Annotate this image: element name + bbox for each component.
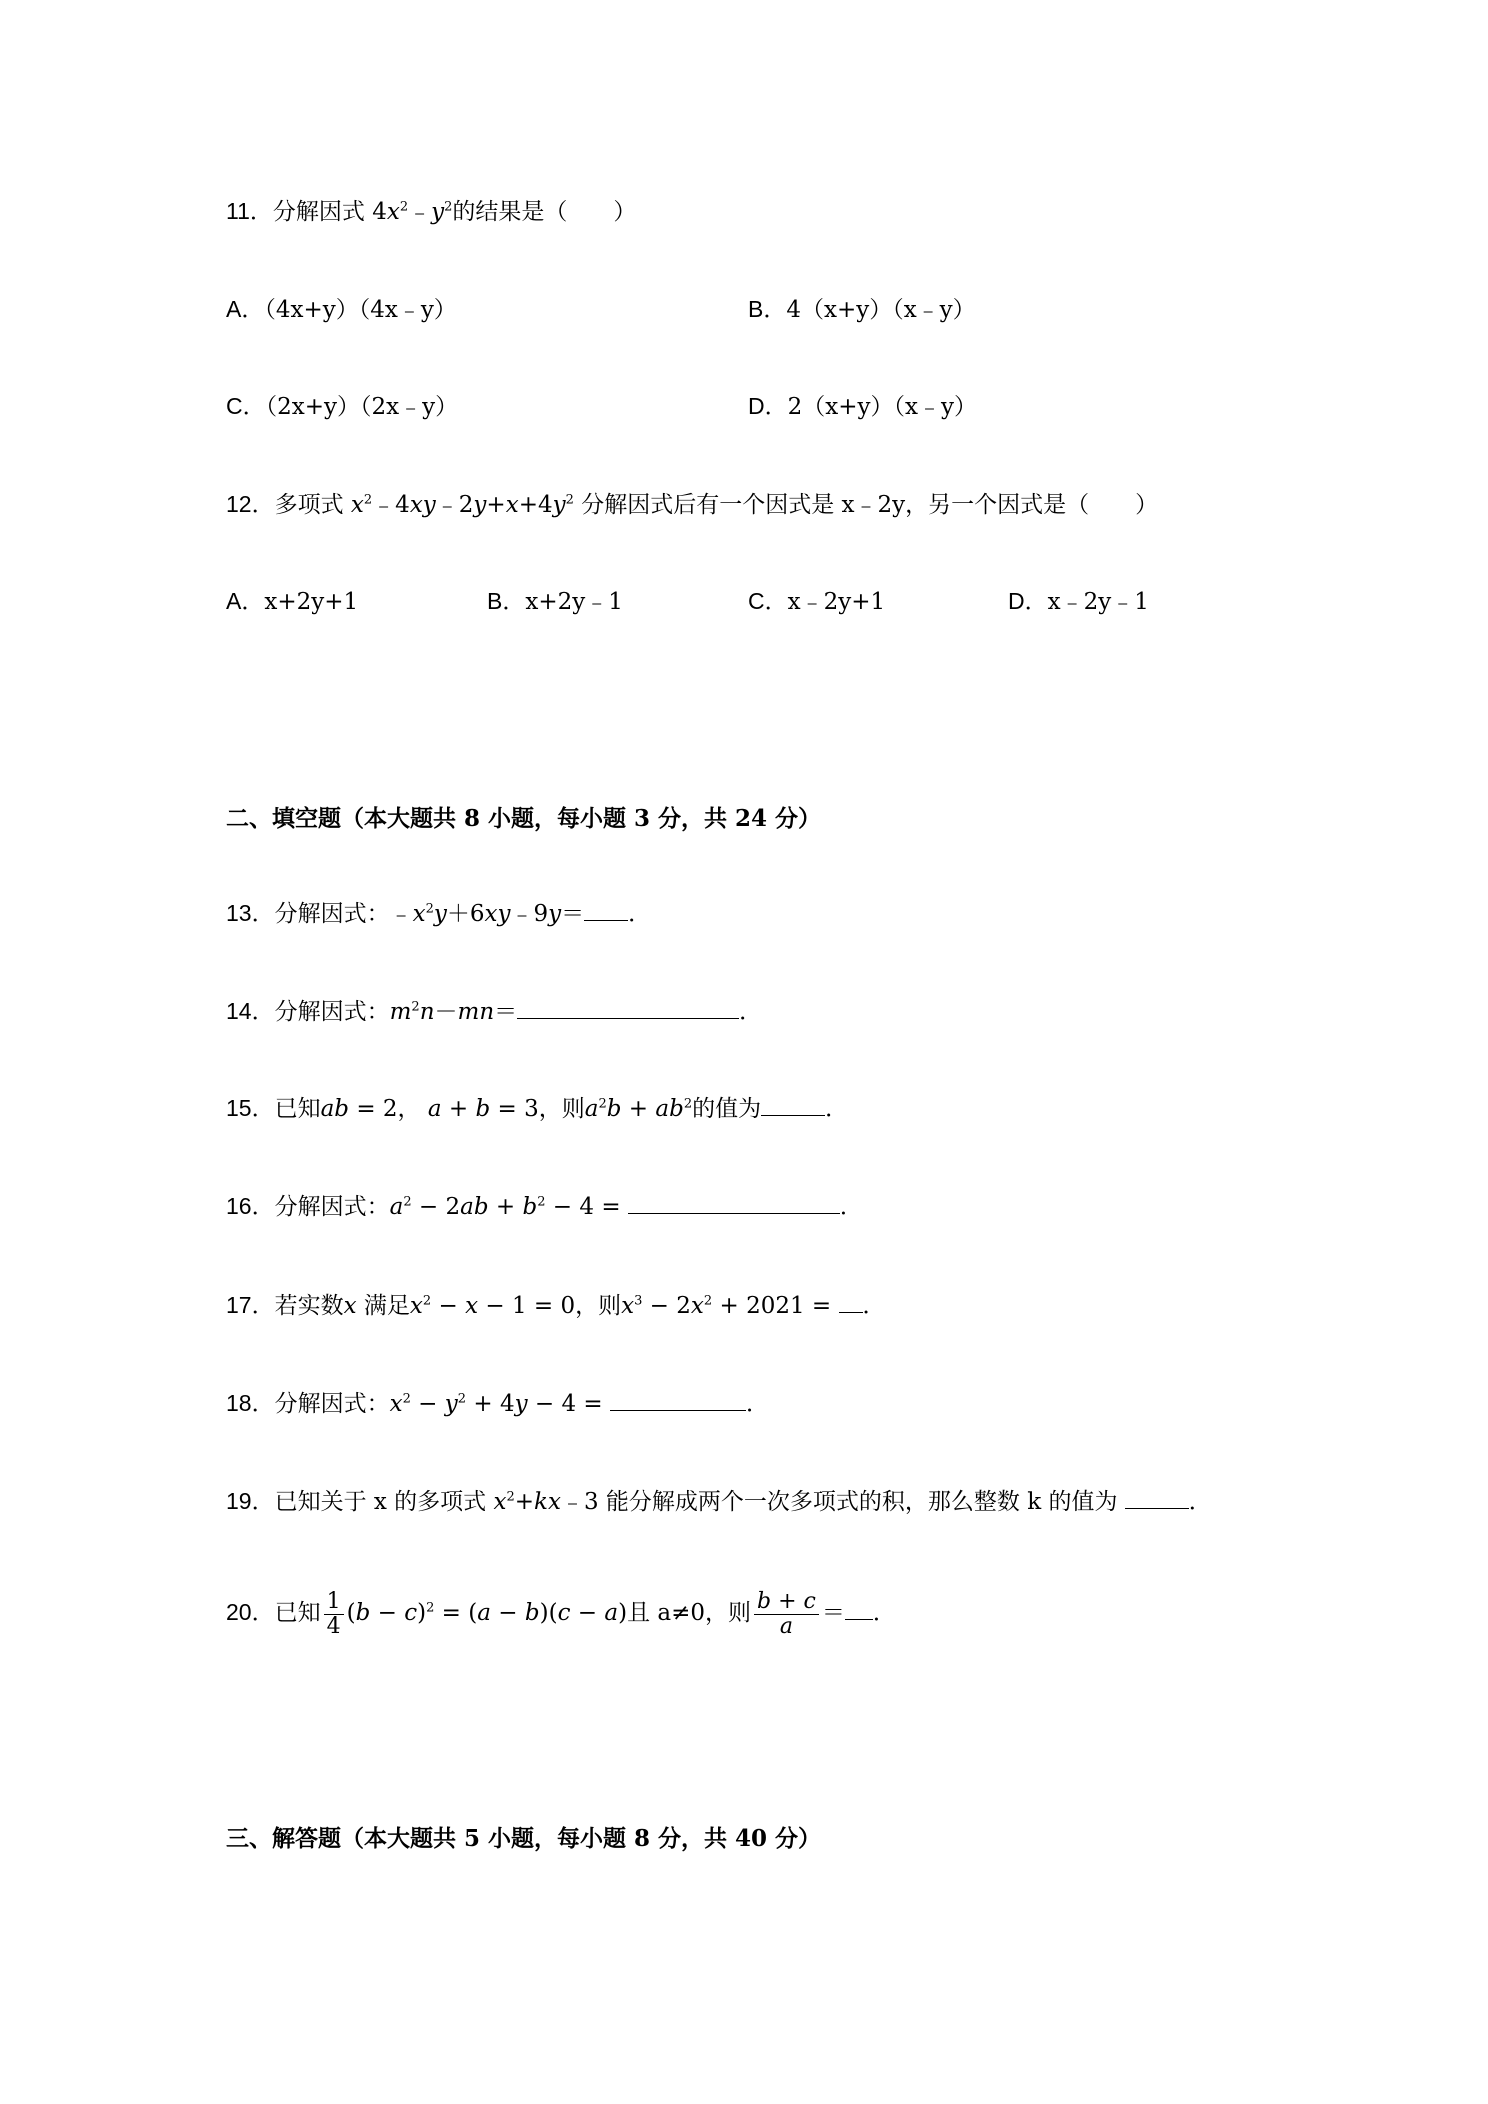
question-stem-end: ，则 [575, 1293, 622, 1319]
q11-option-d[interactable] [748, 390, 977, 423]
q12-option-c[interactable] [748, 585, 885, 618]
question-stem-start: 若实数 [274, 1293, 344, 1319]
q12-option-b[interactable] [487, 585, 623, 618]
answer-blank[interactable] [517, 996, 739, 1019]
answer-blank[interactable] [610, 1388, 746, 1411]
option-text: （4x+y）（4x﹣y） [264, 297, 457, 323]
question-number: 13． [226, 900, 275, 926]
question-stem-start: 已知 [274, 1096, 321, 1122]
option-text: x+2y+1 [264, 589, 359, 615]
question-11: 11．分解因式 $4x^2﹣y^2$的结果是（ ） [226, 198, 637, 225]
q11-option-b[interactable] [748, 293, 976, 326]
option-label: A． [226, 296, 265, 322]
question-stem: 分解因式： [274, 901, 390, 927]
question-stem-middle: ，则 [538, 1096, 585, 1122]
question-18: 18．分解因式：$x^2 - y^2 + 4y - 4$ = ． [226, 1390, 769, 1417]
option-label: D． [748, 393, 788, 419]
question-stem-start: 已知关于 x 的多项式 [274, 1489, 494, 1515]
question-number: 17． [226, 1292, 275, 1318]
section-heading: 二、填空题（本大题共 8 小题，每小题 3 分，共 24 分） [226, 805, 822, 832]
question-stem: 分解因式： [274, 1391, 390, 1417]
option-text: x﹣2y﹣1 [1047, 589, 1149, 615]
question-number: 14． [226, 998, 275, 1024]
question-number: 16． [226, 1193, 275, 1219]
fraction-one-quarter: $\frac{1}{4}$ [324, 1590, 344, 1639]
question-stem: 分解因式： [274, 999, 390, 1025]
option-text: x+2y﹣1 [525, 589, 623, 615]
question-12: 12．多项式 $x^2﹣4xy﹣2y+x+4y^2$ 分解因式后有一个因式是 x﹣2y，另一个因式是（ ） [226, 491, 1159, 518]
answer-blank[interactable] [839, 1290, 863, 1313]
question-stem-end: 且 a≠0，则 [627, 1600, 751, 1626]
option-label: C． [226, 393, 266, 419]
option-text: 4（x+y）（x﹣y） [786, 297, 976, 323]
question-number: 12． [226, 491, 275, 517]
question-stem-start: 多项式 [274, 492, 351, 518]
question-stem-end: 分解因式后有一个因式是 x﹣2y，另一个因式是（ ） [581, 492, 1159, 518]
question-stem-start: 已知 [274, 1600, 321, 1626]
option-label: B． [748, 296, 787, 322]
question-number: 11． [226, 198, 273, 224]
question-stem-end: 的值为 [692, 1096, 762, 1122]
answer-blank[interactable] [761, 1093, 825, 1116]
q11-option-a[interactable] [226, 293, 457, 326]
question-stem: 分解因式： [274, 1194, 390, 1220]
question-17: 17．若实数x 满足$x^2 - x - 1 = 0$，则$x^3 - 2x^2 + 2021$ = ． [226, 1292, 886, 1319]
answer-blank[interactable] [845, 1597, 873, 1620]
fraction-b-plus-c-over-a: $\frac{b + c}{a}$ [754, 1590, 819, 1639]
option-text: 2（x+y）（x﹣y） [787, 394, 977, 420]
question-16: 16．分解因式：$a^2 - 2ab + b^2 - 4$ = ． [226, 1193, 863, 1220]
option-label: D． [1008, 588, 1048, 614]
option-label: B． [487, 588, 526, 614]
question-number: 19． [226, 1488, 275, 1514]
question-19: 19．已知关于 x 的多项式 $x^2+kx﹣3$ 能分解成两个一次多项式的积，那么整数 k 的值为 ． [226, 1488, 1212, 1515]
q12-option-d[interactable] [1008, 585, 1149, 618]
option-label: A． [226, 588, 265, 614]
question-20: 20．已知 $\frac{1}{4}$ $(b - c)^2 = (a - b)(c - a)$且 a≠0，则 $\frac{b + c}{a}$ ＝ ． [226, 1588, 896, 1639]
option-text: （2x+y）（2x﹣y） [265, 394, 459, 420]
answer-blank[interactable] [584, 898, 628, 921]
question-stem-middle: 满足 [363, 1293, 410, 1319]
answer-blank[interactable] [628, 1191, 840, 1214]
section-heading: 三、解答题（本大题共 5 小题，每小题 8 分，共 40 分） [226, 1825, 822, 1852]
q12-option-a[interactable] [226, 585, 358, 618]
question-stem-end: 的结果是（ ） [452, 199, 637, 225]
question-number: 15． [226, 1095, 275, 1121]
question-stem-end: 能分解成两个一次多项式的积，那么整数 k 的值为 [605, 1489, 1125, 1515]
q11-option-c[interactable] [226, 390, 458, 423]
question-13: 13．分解因式：$﹣x^2y+6xy﹣9y=$ ． [226, 900, 652, 927]
question-number: 18． [226, 1390, 275, 1416]
question-stem-start: 分解因式 4 [272, 199, 387, 225]
answer-blank[interactable] [1125, 1486, 1189, 1509]
option-label: C． [748, 588, 788, 614]
option-text: x﹣2y+1 [787, 589, 886, 615]
question-15: 15．已知ab = 2， a + b = 3，则$a^2b + ab^2$的值为 ． [226, 1095, 849, 1122]
question-14: 14．分解因式：$m^2n-mn=$ ． [226, 998, 763, 1025]
question-number: 20． [226, 1599, 275, 1625]
